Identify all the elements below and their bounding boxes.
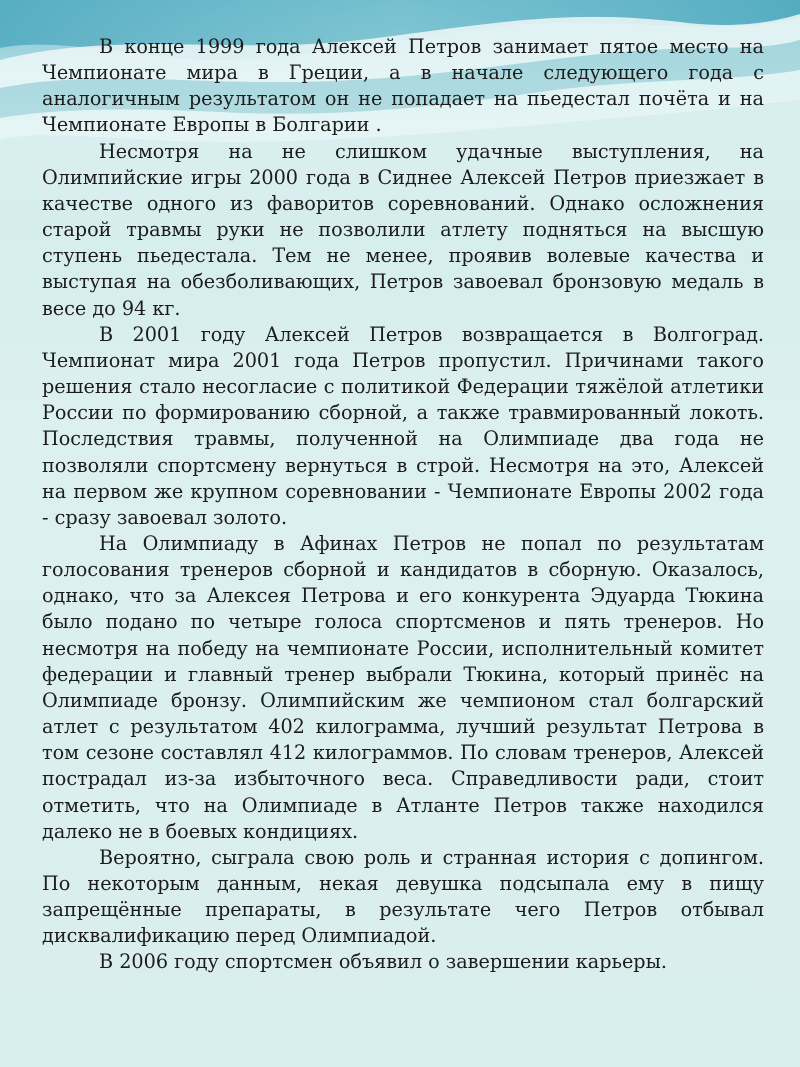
body-text xyxy=(42,34,764,976)
paragraph-1: В конце 1999 года Алексей Петров занимает пятое место на Чемпионате мира в Греции, а в начале следующего года с аналогичным результатом он не попадает на пьедестал почёта и на Чемпионате Европы в Болгарии . xyxy=(42,35,764,137)
paragraph-6: В 2006 году спортсмен объявил о завершении карьеры. xyxy=(99,950,667,974)
paragraph-5: Вероятно, сыграла свою роль и странная история с допингом. По некоторым данным, некая девушка подсыпала ему в пищу запрещённые препараты, в результате чего Петров отбывал дисквалификацию перед Олимпиадой. xyxy=(42,845,764,948)
paragraph-4: На Олимпиаду в Афинах Петров не попал по результатам голосования тренеров сборной и кандидатов в сборную. Оказалось, однако, что за Алексея Петрова и его конкурента Эдуарда Тюкина было подано по четыре голоса спортсменов и пять тренеров. Но несмотря на победу на чемпионате России, исполнительный комитет федерации и главный тренер выбрали Тюкина, который принёс на Олимпиаде бронзу. Олимпийским же чемпионом стал болгарский атлет с результатом 402 килограмма, лучший результат Петрова в том сезоне составлял 412 килограммов. По словам тренеров, Алексей пострадал из-за избыточного веса. Справедливости ради, стоит отметить, что на Олимпиаде в Атланте Петров также находился далеко не в боевых кондициях. xyxy=(42,531,764,843)
paragraph-2: Несмотря на не слишком удачные выступления, на Олимпийские игры 2000 года в Сиднее Алексей Петров приезжает в качестве одного из фаворитов соревнований. Однако осложнения старой травмы руки не позволили атлету подняться на высшую ступень пьедестала. Тем не менее, проявив волевые качества и выступая на обезболивающих, Петров завоевал бронзовую медаль в весе до 94 кг. xyxy=(42,139,764,320)
paragraph-3: В 2001 году Алексей Петров возвращается в Волгоград. Чемпионат мира 2001 года Петров пропустил. Причинами такого решения стало несогласие с политикой Федерации тяжёлой атлетики России по формированию сборной, а также травмированный локоть. Последствия травмы, полученной на Олимпиаде два года не позволяли спортсмену вернуться в строй. Несмотря на это, Алексей на первом же крупном соревновании - Чемпионате Европы 2002 года - сразу завоевал золото. xyxy=(42,322,764,529)
